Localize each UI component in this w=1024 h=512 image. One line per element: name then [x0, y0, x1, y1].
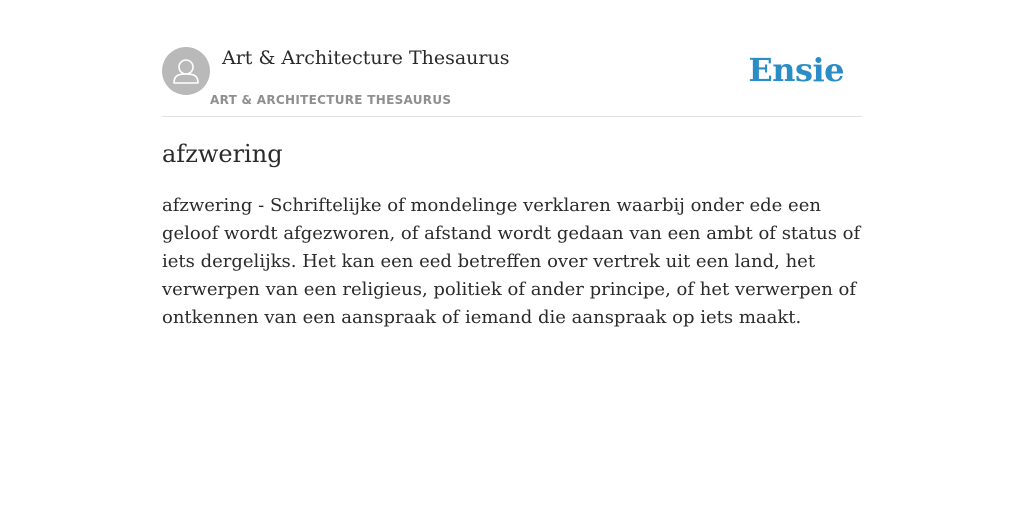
entry-title: afzwering — [162, 140, 283, 168]
user-icon — [162, 47, 210, 95]
author-name-link[interactable]: Art & Architecture Thesaurus — [222, 47, 510, 69]
source-label[interactable]: ART & ARCHITECTURE THESAURUS — [210, 93, 452, 107]
entry-definition: afzwering - Schriftelijke of mondelinge verklaren waarbij onder ede een geloof wordt afgezworen, of afstand wordt gedaan van een ambt of status of iets dergelijks. Het kan een eed betreffen over vertrek uit een land, het verwerpen van een religieus, politiek of ander principe, of het verwerpen of ontkennen van een aanspraak of iemand die aanspraak op iets maakt. — [162, 195, 861, 328]
page-header — [162, 46, 862, 117]
ensie-logo[interactable]: Ensie — [748, 51, 844, 89]
author-avatar[interactable] — [162, 47, 210, 95]
